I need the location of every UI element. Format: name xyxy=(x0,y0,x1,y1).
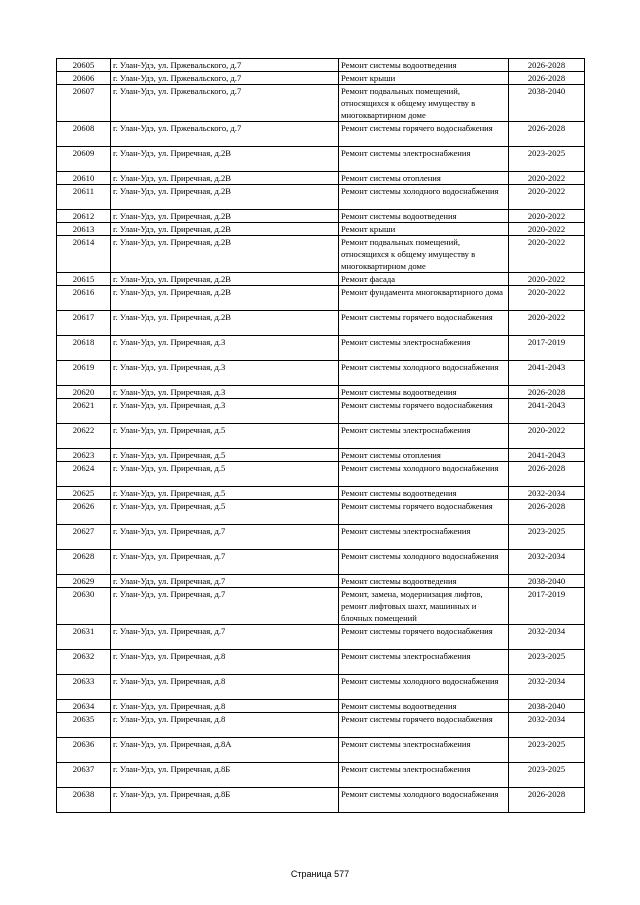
row-period: 2020-2022 xyxy=(509,424,585,449)
row-number: 20608 xyxy=(57,122,111,147)
row-period: 2020-2022 xyxy=(509,172,585,185)
table-row xyxy=(57,763,585,788)
row-period: 2026-2028 xyxy=(509,500,585,525)
row-number: 20636 xyxy=(57,738,111,763)
row-work-type: Ремонт системы отопления xyxy=(339,172,509,185)
row-address: г. Улан-Удэ, ул. Приречная, д.7 xyxy=(111,525,339,550)
row-work-type: Ремонт системы горячего водоснабжения xyxy=(339,122,509,147)
row-number: 20616 xyxy=(57,286,111,311)
row-number: 20609 xyxy=(57,147,111,172)
row-work-type: Ремонт крыши xyxy=(339,223,509,236)
row-work-type: Ремонт системы электроснабжения xyxy=(339,525,509,550)
row-address: г. Улан-Удэ, ул. Пржевальского, д.7 xyxy=(111,72,339,85)
table-row xyxy=(57,550,585,575)
table-row xyxy=(57,85,585,122)
row-address: г. Улан-Удэ, ул. Приречная, д.5 xyxy=(111,487,339,500)
row-number: 20628 xyxy=(57,550,111,575)
row-address: г. Улан-Удэ, ул. Приречная, д.8 xyxy=(111,700,339,713)
row-number: 20623 xyxy=(57,449,111,462)
row-work-type: Ремонт системы водоотведения xyxy=(339,386,509,399)
row-number: 20630 xyxy=(57,588,111,625)
row-work-type: Ремонт системы горячего водоснабжения xyxy=(339,713,509,738)
row-number: 20627 xyxy=(57,525,111,550)
row-address: г. Улан-Удэ, ул. Приречная, д.8Б xyxy=(111,763,339,788)
row-number: 20638 xyxy=(57,788,111,813)
row-address: г. Улан-Удэ, ул. Приречная, д.2В xyxy=(111,185,339,210)
row-address: г. Улан-Удэ, ул. Приречная, д.5 xyxy=(111,462,339,487)
row-number: 20633 xyxy=(57,675,111,700)
table-row xyxy=(57,700,585,713)
row-number: 20626 xyxy=(57,500,111,525)
repair-schedule-table xyxy=(56,58,585,813)
row-address: г. Улан-Удэ, ул. Приречная, д.2В xyxy=(111,223,339,236)
table-row xyxy=(57,424,585,449)
table-row xyxy=(57,122,585,147)
row-address: г. Улан-Удэ, ул. Приречная, д.3 xyxy=(111,386,339,399)
row-work-type: Ремонт системы холодного водоснабжения xyxy=(339,361,509,386)
row-number: 20625 xyxy=(57,487,111,500)
table-row xyxy=(57,675,585,700)
row-address: г. Улан-Удэ, ул. Приречная, д.8Б xyxy=(111,788,339,813)
row-work-type: Ремонт системы электроснабжения xyxy=(339,336,509,361)
row-number: 20611 xyxy=(57,185,111,210)
row-period: 2020-2022 xyxy=(509,286,585,311)
table-row xyxy=(57,236,585,273)
row-period: 2041-2043 xyxy=(509,361,585,386)
row-number: 20612 xyxy=(57,210,111,223)
row-work-type: Ремонт системы электроснабжения xyxy=(339,763,509,788)
row-work-type: Ремонт системы водоотведения xyxy=(339,487,509,500)
row-period: 2032-2034 xyxy=(509,713,585,738)
row-period: 2023-2025 xyxy=(509,650,585,675)
page-number: Страница 577 xyxy=(290,869,350,879)
table-row xyxy=(57,185,585,210)
row-address: г. Улан-Удэ, ул. Приречная, д.2В xyxy=(111,147,339,172)
row-work-type: Ремонт крыши xyxy=(339,72,509,85)
row-work-type: Ремонт системы холодного водоснабжения xyxy=(339,462,509,487)
row-work-type: Ремонт системы горячего водоснабжения xyxy=(339,500,509,525)
table-body xyxy=(57,59,585,813)
row-period: 2032-2034 xyxy=(509,625,585,650)
row-work-type: Ремонт, замена, модернизация лифтов, ремонт лифтовых шахт, машинных и блочных помещений xyxy=(339,588,509,625)
row-address: г. Улан-Удэ, ул. Приречная, д.2В xyxy=(111,311,339,336)
row-period: 2038-2040 xyxy=(509,85,585,122)
table-row xyxy=(57,311,585,336)
table-row xyxy=(57,588,585,625)
row-number: 20619 xyxy=(57,361,111,386)
row-period: 2038-2040 xyxy=(509,700,585,713)
row-period: 2023-2025 xyxy=(509,147,585,172)
table-row xyxy=(57,336,585,361)
row-work-type: Ремонт системы отопления xyxy=(339,449,509,462)
row-address: г. Улан-Удэ, ул. Приречная, д.2В xyxy=(111,210,339,223)
row-address: г. Улан-Удэ, ул. Приречная, д.8 xyxy=(111,650,339,675)
row-work-type: Ремонт системы водоотведения xyxy=(339,59,509,72)
table-row xyxy=(57,462,585,487)
table-row xyxy=(57,449,585,462)
table-row xyxy=(57,273,585,286)
table-row xyxy=(57,361,585,386)
row-address: г. Улан-Удэ, ул. Пржевальского, д.7 xyxy=(111,59,339,72)
row-period: 2020-2022 xyxy=(509,311,585,336)
row-address: г. Улан-Удэ, ул. Приречная, д.8А xyxy=(111,738,339,763)
row-period: 2038-2040 xyxy=(509,575,585,588)
row-work-type: Ремонт системы электроснабжения xyxy=(339,424,509,449)
row-work-type: Ремонт фундамента многоквартирного дома xyxy=(339,286,509,311)
row-period: 2017-2019 xyxy=(509,588,585,625)
row-work-type: Ремонт подвальных помещений, относящихся к общему имуществу в многоквартирном доме xyxy=(339,236,509,273)
row-address: г. Улан-Удэ, ул. Приречная, д.7 xyxy=(111,575,339,588)
row-work-type: Ремонт системы холодного водоснабжения xyxy=(339,675,509,700)
table-row xyxy=(57,72,585,85)
row-number: 20635 xyxy=(57,713,111,738)
row-number: 20617 xyxy=(57,311,111,336)
row-work-type: Ремонт системы водоотведения xyxy=(339,575,509,588)
row-number: 20605 xyxy=(57,59,111,72)
row-period: 2017-2019 xyxy=(509,336,585,361)
row-number: 20607 xyxy=(57,85,111,122)
row-address: г. Улан-Удэ, ул. Приречная, д.8 xyxy=(111,675,339,700)
table-row xyxy=(57,738,585,763)
row-number: 20631 xyxy=(57,625,111,650)
row-address: г. Улан-Удэ, ул. Приречная, д.2В xyxy=(111,286,339,311)
row-work-type: Ремонт фасада xyxy=(339,273,509,286)
row-period: 2032-2034 xyxy=(509,675,585,700)
row-work-type: Ремонт системы холодного водоснабжения xyxy=(339,788,509,813)
table-row xyxy=(57,172,585,185)
row-address: г. Улан-Удэ, ул. Приречная, д.5 xyxy=(111,500,339,525)
row-period: 2026-2028 xyxy=(509,386,585,399)
row-address: г. Улан-Удэ, ул. Приречная, д.3 xyxy=(111,399,339,424)
table-row xyxy=(57,713,585,738)
table-row xyxy=(57,625,585,650)
row-address: г. Улан-Удэ, ул. Приречная, д.8 xyxy=(111,713,339,738)
row-work-type: Ремонт системы электроснабжения xyxy=(339,650,509,675)
row-number: 20637 xyxy=(57,763,111,788)
row-period: 2041-2043 xyxy=(509,399,585,424)
row-period: 2026-2028 xyxy=(509,59,585,72)
row-work-type: Ремонт системы горячего водоснабжения xyxy=(339,625,509,650)
table-row xyxy=(57,286,585,311)
row-address: г. Улан-Удэ, ул. Приречная, д.2В xyxy=(111,172,339,185)
row-work-type: Ремонт системы электроснабжения xyxy=(339,738,509,763)
row-period: 2020-2022 xyxy=(509,185,585,210)
row-work-type: Ремонт системы водоотведения xyxy=(339,210,509,223)
table-row xyxy=(57,399,585,424)
row-number: 20606 xyxy=(57,72,111,85)
row-number: 20629 xyxy=(57,575,111,588)
table-row xyxy=(57,650,585,675)
row-address: г. Улан-Удэ, ул. Приречная, д.5 xyxy=(111,424,339,449)
row-number: 20613 xyxy=(57,223,111,236)
row-number: 20618 xyxy=(57,336,111,361)
row-work-type: Ремонт системы электроснабжения xyxy=(339,147,509,172)
row-address: г. Улан-Удэ, ул. Приречная, д.5 xyxy=(111,449,339,462)
row-work-type: Ремонт системы водоотведения xyxy=(339,700,509,713)
row-work-type: Ремонт системы холодного водоснабжения xyxy=(339,550,509,575)
row-work-type: Ремонт системы горячего водоснабжения xyxy=(339,399,509,424)
row-address: г. Улан-Удэ, ул. Пржевальского, д.7 xyxy=(111,85,339,122)
row-number: 20632 xyxy=(57,650,111,675)
row-period: 2023-2025 xyxy=(509,738,585,763)
row-address: г. Улан-Удэ, ул. Пржевальского, д.7 xyxy=(111,122,339,147)
table-row xyxy=(57,147,585,172)
row-period: 2026-2028 xyxy=(509,72,585,85)
row-period: 2020-2022 xyxy=(509,210,585,223)
row-period: 2032-2034 xyxy=(509,550,585,575)
row-address: г. Улан-Удэ, ул. Приречная, д.7 xyxy=(111,588,339,625)
row-period: 2023-2025 xyxy=(509,763,585,788)
row-address: г. Улан-Удэ, ул. Приречная, д.2В xyxy=(111,273,339,286)
row-work-type: Ремонт подвальных помещений, относящихся к общему имуществу в многоквартирном доме xyxy=(339,85,509,122)
row-address: г. Улан-Удэ, ул. Приречная, д.3 xyxy=(111,361,339,386)
row-period: 2041-2043 xyxy=(509,449,585,462)
row-period: 2026-2028 xyxy=(509,788,585,813)
table-row xyxy=(57,487,585,500)
row-work-type: Ремонт системы холодного водоснабжения xyxy=(339,185,509,210)
row-period: 2026-2028 xyxy=(509,122,585,147)
row-address: г. Улан-Удэ, ул. Приречная, д.7 xyxy=(111,625,339,650)
table-row xyxy=(57,59,585,72)
row-number: 20624 xyxy=(57,462,111,487)
table-row xyxy=(57,386,585,399)
table-row xyxy=(57,525,585,550)
row-address: г. Улан-Удэ, ул. Приречная, д.3 xyxy=(111,336,339,361)
table-row xyxy=(57,223,585,236)
table-row xyxy=(57,575,585,588)
row-period: 2020-2022 xyxy=(509,223,585,236)
table-row xyxy=(57,788,585,813)
row-period: 2020-2022 xyxy=(509,273,585,286)
row-number: 20615 xyxy=(57,273,111,286)
row-number: 20620 xyxy=(57,386,111,399)
table-row xyxy=(57,210,585,223)
row-number: 20621 xyxy=(57,399,111,424)
table-row xyxy=(57,500,585,525)
row-period: 2020-2022 xyxy=(509,236,585,273)
row-number: 20622 xyxy=(57,424,111,449)
row-number: 20614 xyxy=(57,236,111,273)
row-number: 20610 xyxy=(57,172,111,185)
row-period: 2023-2025 xyxy=(509,525,585,550)
row-address: г. Улан-Удэ, ул. Приречная, д.7 xyxy=(111,550,339,575)
row-work-type: Ремонт системы горячего водоснабжения xyxy=(339,311,509,336)
row-period: 2026-2028 xyxy=(509,462,585,487)
row-period: 2032-2034 xyxy=(509,487,585,500)
row-address: г. Улан-Удэ, ул. Приречная, д.2В xyxy=(111,236,339,273)
row-number: 20634 xyxy=(57,700,111,713)
